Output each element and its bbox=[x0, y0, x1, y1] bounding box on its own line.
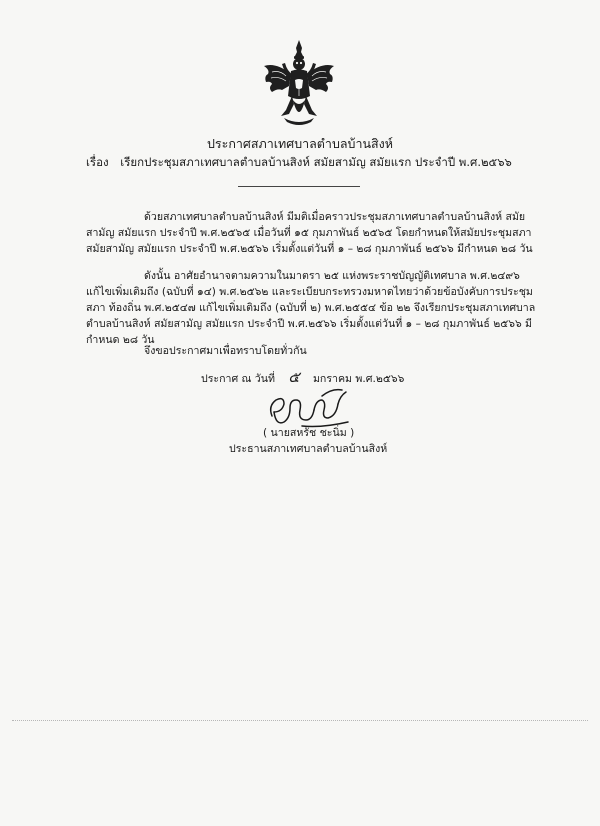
garuda-emblem-icon bbox=[262, 38, 336, 126]
paragraph-1-text: ด้วยสภาเทศบาลตำบลบ้านสิงห์ มีมติเมื่อคราวประชุมสภาเทศบาลตำบลบ้านสิงห์ สมัยสามัญ สมัยแรก ประจำปี พ.ศ.๒๕๖๕ เมื่อวันที่ ๑๕ กุมภาพันธ์ ๒๕๖๕ โดยกำหนดให้สมัยประชุมสภา สมัยสามัญ สมัยแรก ประจำปี พ.ศ.๒๕๖๖ เริ่มตั้งแต่วันที่ ๑ – ๒๘ กุมภาพันธ์ ๒๕๖๖ มีกำหนด ๒๘ วัน bbox=[86, 211, 533, 255]
title-divider bbox=[238, 186, 360, 187]
scan-edge-line bbox=[12, 720, 588, 721]
paragraph-2 bbox=[86, 268, 536, 348]
issued-month-year: มกราคม พ.ศ.๒๕๖๖ bbox=[312, 373, 405, 385]
subject-line bbox=[86, 154, 546, 170]
signer-title: ประธานสภาเทศบาลตำบลบ้านสิงห์ bbox=[229, 443, 388, 455]
announcement-title: ประกาศสภาเทศบาลตำบลบ้านสิงห์ bbox=[206, 136, 394, 151]
signer-name: ( นายสหรัช ชะนิ่ม ) bbox=[263, 427, 355, 439]
issued-prefix: ประกาศ ณ วันที่ bbox=[201, 373, 275, 385]
paragraph-3-text: จึงขอประกาศมาเพื่อทราบโดยทั่วกัน bbox=[144, 345, 307, 357]
paragraph-2-text: ดังนั้น อาศัยอำนาจตามความในมาตรา ๒๕ แห่งพระราชบัญญัติเทศบาล พ.ศ.๒๔๙๖ แก้ไขเพิ่มเติมถึง (ฉบับที่ ๑๔) พ.ศ.๒๕๖๒ และระเบียบกระทรวงมหาดไทยว่าด้วยข้อบังคับการประชุมสภา ท้องถิ่น พ.ศ.๒๕๔๗ แก้ไขเพิ่มเติมถึง (ฉบับที่ ๒) พ.ศ.๒๕๕๔ ข้อ ๒๒ จึงเรียกประชุมสภาเทศบาลตำบลบ้านสิงห์ สมัยสามัญ สมัยแรก ประจำปี พ.ศ.๒๕๖๖ เริ่มตั้งแต่วันที่ ๑ – ๒๘ กุมภาพันธ์ ๒๕๖๖ มีกำหนด ๒๘ วัน bbox=[86, 270, 536, 346]
subject-label: เรื่อง bbox=[86, 155, 109, 169]
paragraph-3 bbox=[86, 343, 536, 359]
paragraph-1 bbox=[86, 209, 536, 257]
issued-day: ๕ bbox=[288, 368, 300, 386]
subject-text: เรียกประชุมสภาเทศบาลตำบลบ้านสิงห์ สมัยสามัญ สมัยแรก ประจำปี พ.ศ.๒๕๖๖ bbox=[120, 155, 512, 169]
issued-date bbox=[201, 369, 404, 387]
